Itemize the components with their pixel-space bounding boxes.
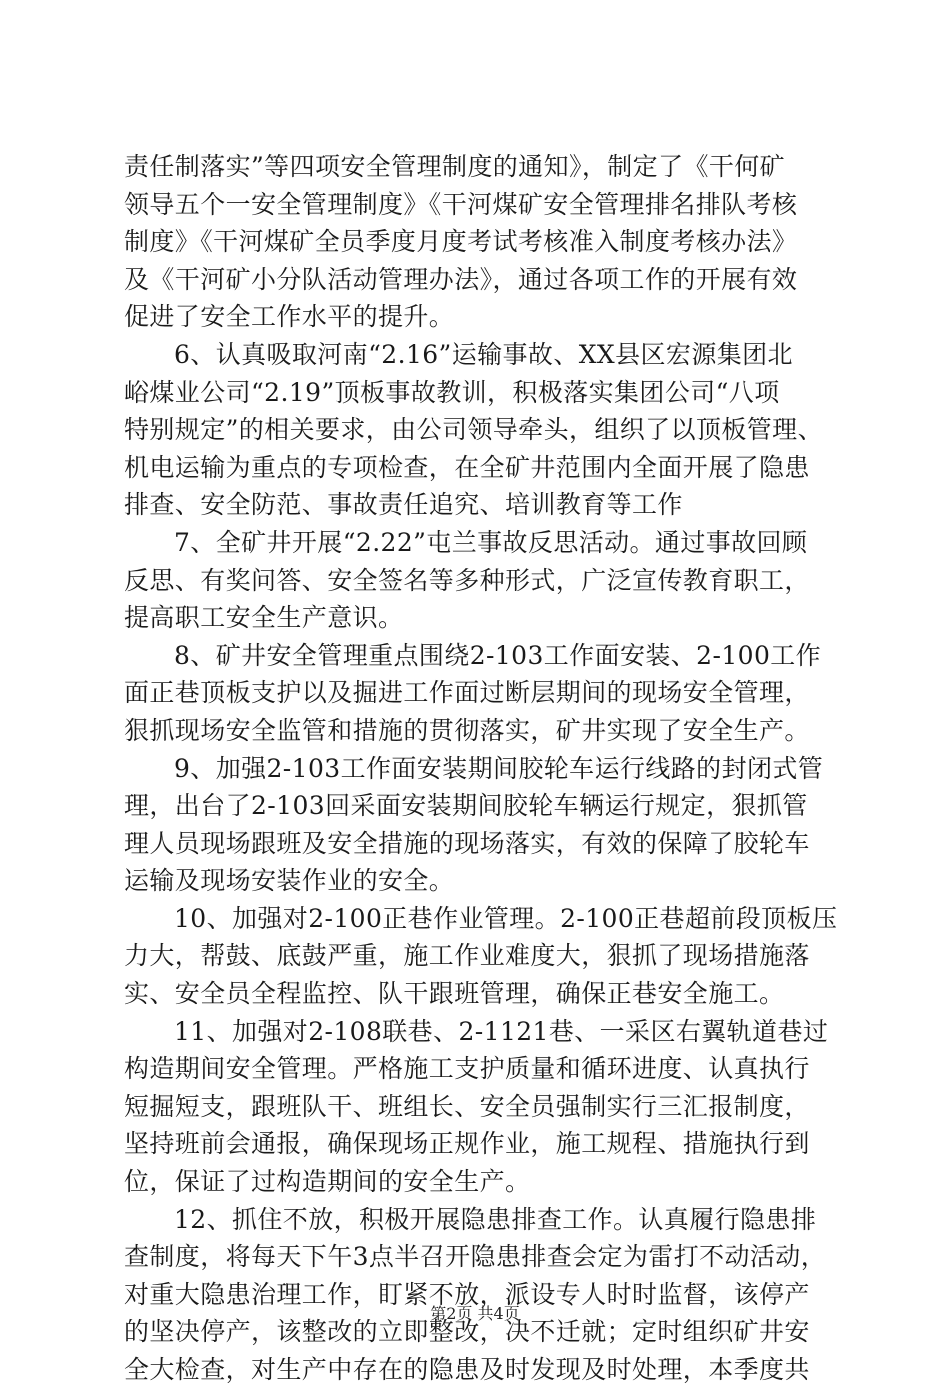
text-line: 全大检查，对生产中存在的隐患及时发现及时处理，本季度共	[124, 1355, 810, 1384]
text-line: 峪煤业公司“2.19”顶板事故教训，积极落实集团公司“八项	[124, 377, 780, 407]
text-line: 8、矿井安全管理重点围绕2-103工作面安装、2-100工作	[174, 640, 822, 670]
text-line: 坚持班前会通报，确保现场正规作业，施工规程、措施执行到	[124, 1129, 810, 1159]
text-line: 促进了安全工作水平的提升。	[124, 302, 455, 332]
text-line: 制度》《干河煤矿全员季度月度考试考核准入制度考核办法》	[124, 227, 798, 257]
text-line: 对重大隐患治理工作，盯紧不放，派设专人时时监督，该停产	[124, 1279, 810, 1309]
text-line: 7、全矿井开展“2.22”屯兰事故反思活动。通过事故回顾	[174, 527, 808, 557]
text-line: 构造期间安全管理。严格施工支护质量和循环进度、认真执行	[124, 1054, 810, 1084]
text-line: 位，保证了过构造期间的安全生产。	[124, 1167, 531, 1197]
text-line: 9、加强2-103工作面安装期间胶轮车运行线路的封闭式管	[174, 753, 824, 783]
document-body	[124, 148, 836, 1389]
text-line: 实、安全员全程监控、队干跟班管理，确保正巷安全施工。	[124, 979, 785, 1009]
text-line: 理人员现场跟班及安全措施的现场落实，有效的保障了胶轮车	[124, 828, 810, 858]
text-line: 狠抓现场安全监管和措施的贯彻落实，矿井实现了安全生产。	[124, 715, 810, 745]
text-line: 的坚决停产，该整改的立即整改，决不迁就；定时组织矿井安	[124, 1317, 810, 1347]
text-line: 6、认真吸取河南“2.16”运输事故、XX县区宏源集团北	[174, 339, 793, 369]
text-line: 反思、有奖问答、安全签名等多种形式，广泛宣传教育职工，	[124, 565, 810, 595]
text-line: 查制度，将每天下午3点半召开隐患排查会定为雷打不动活动，	[124, 1242, 827, 1272]
text-line: 11、加强对2-108联巷、2-1121巷、一采区右翼轨道巷过	[174, 1016, 829, 1046]
text-line: 责任制落实”等四项安全管理制度的通知》，制定了《干何矿	[124, 152, 786, 181]
text-line: 10、加强对2-100正巷作业管理。2-100正巷超前段顶板压	[174, 903, 838, 933]
text-line: 力大，帮鼓、底鼓严重，施工作业难度大，狠抓了现场措施落	[124, 941, 810, 971]
text-line: 提高职工安全生产意识。	[124, 603, 404, 633]
page-footer: 第2页 共4页	[430, 1304, 520, 1323]
text-line: 12、抓住不放，积极开展隐患排查工作。认真履行隐患排	[174, 1204, 817, 1234]
text-line: 排查、安全防范、事故责任追究、培训教育等工作	[124, 490, 683, 520]
text-line: 理，出台了2-103回采面安装期间胶轮车辆运行规定，狠抓管	[124, 791, 808, 821]
text-line: 机电运输为重点的专项检查，在全矿井范围内全面开展了隐患	[124, 452, 810, 482]
text-line: 领导五个一安全管理制度》《干河煤矿安全管理排名排队考核	[124, 189, 798, 219]
text-line: 运输及现场安装作业的安全。	[124, 866, 455, 896]
text-line: 特别规定”的相关要求，由公司领导牵头，组织了以顶板管理、	[124, 415, 823, 445]
text-line: 短掘短支，跟班队干、班组长、安全员强制实行三汇报制度，	[124, 1091, 810, 1121]
text-line: 面正巷顶板支护以及掘进工作面过断层期间的现场安全管理，	[124, 678, 810, 708]
text-line: 及《干河矿小分队活动管理办法》，通过各项工作的开展有效	[124, 264, 798, 294]
